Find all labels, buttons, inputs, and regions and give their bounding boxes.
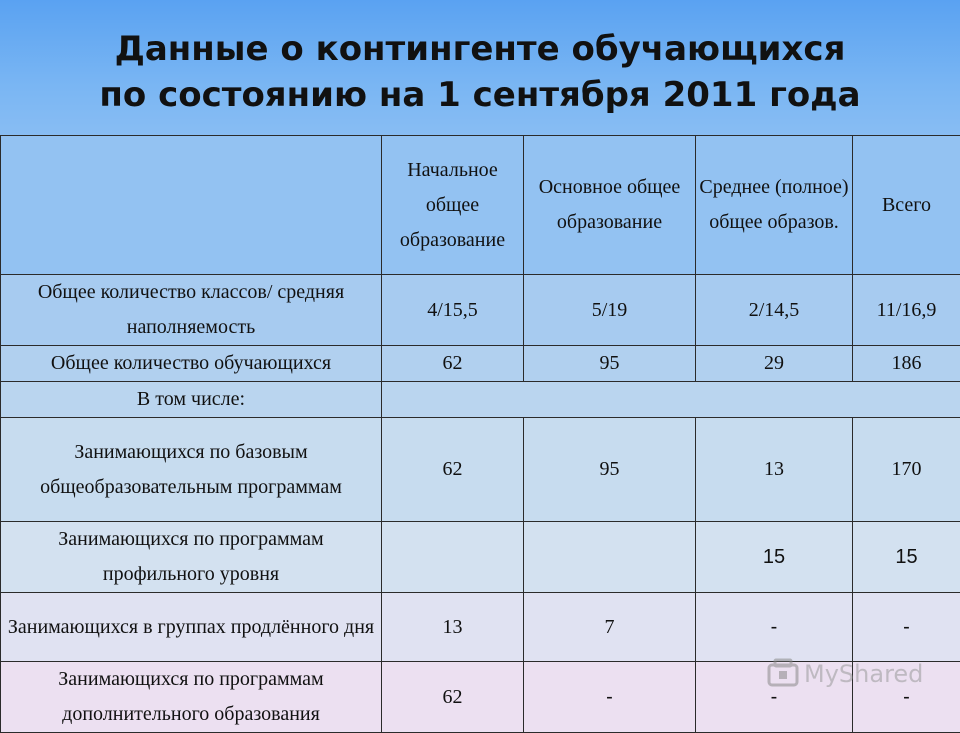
row-label: Занимающихся по базовым общеобразовательным программам (1, 418, 382, 522)
row-label: Занимающихся по программам дополнительного образования (1, 662, 382, 733)
table-cell: 11/16,9 (853, 275, 960, 346)
row-label: Занимающихся в группах продлённого дня (1, 593, 382, 662)
row-label: Общее количество обучающихся (1, 346, 382, 382)
table-cell: 186 (853, 346, 960, 382)
table-cell-merged-empty (382, 382, 960, 418)
table-cell: 95 (524, 346, 696, 382)
row-label: В том числе: (1, 382, 382, 418)
table-cell: 7 (524, 593, 696, 662)
myshared-logo-icon (766, 657, 800, 691)
header-cell-basic: Основное общее образование (524, 136, 696, 275)
table-cell: 13 (696, 418, 853, 522)
table-cell: 62 (382, 662, 524, 733)
table-cell: - (524, 662, 696, 733)
table-cell: 29 (696, 346, 853, 382)
table-cell: 62 (382, 418, 524, 522)
table-cell: - (853, 593, 960, 662)
table-cell: 62 (382, 346, 524, 382)
table-cell (382, 522, 524, 593)
table-cell: 15 (696, 522, 853, 593)
table-cell: 5/19 (524, 275, 696, 346)
enrollment-table (0, 135, 960, 733)
watermark-text: MyShared (804, 660, 923, 688)
table-cell: 95 (524, 418, 696, 522)
table-row (1, 418, 960, 522)
table-header-row (1, 136, 960, 275)
header-cell-primary: Начальное общее образование (382, 136, 524, 275)
header-cell-total: Всего (853, 136, 960, 275)
header-cell-empty (1, 136, 382, 275)
table-cell: 170 (853, 418, 960, 522)
slide-title-line-1: Данные о контингенте обучающихся (0, 26, 960, 72)
table-cell: - (853, 662, 960, 733)
slide-title (0, 26, 960, 118)
table-cell (524, 522, 696, 593)
slide-title-line-2: по состоянию на 1 сентября 2011 года (0, 72, 960, 118)
table-cell: - (696, 593, 853, 662)
row-label: Занимающихся по программам профильного уровня (1, 522, 382, 593)
header-cell-secondary: Среднее (полное) общее образов. (696, 136, 853, 275)
row-label: Общее количество классов/ средняя наполняемость (1, 275, 382, 346)
table-cell: 13 (382, 593, 524, 662)
table-cell: 4/15,5 (382, 275, 524, 346)
myshared-watermark (766, 654, 923, 694)
table-row (1, 382, 960, 418)
table-cell: 2/14,5 (696, 275, 853, 346)
table-row (1, 275, 960, 346)
table-row (1, 522, 960, 593)
table-row (1, 346, 960, 382)
table-cell: - (696, 662, 853, 733)
table-row (1, 593, 960, 662)
table-cell: 15 (853, 522, 960, 593)
